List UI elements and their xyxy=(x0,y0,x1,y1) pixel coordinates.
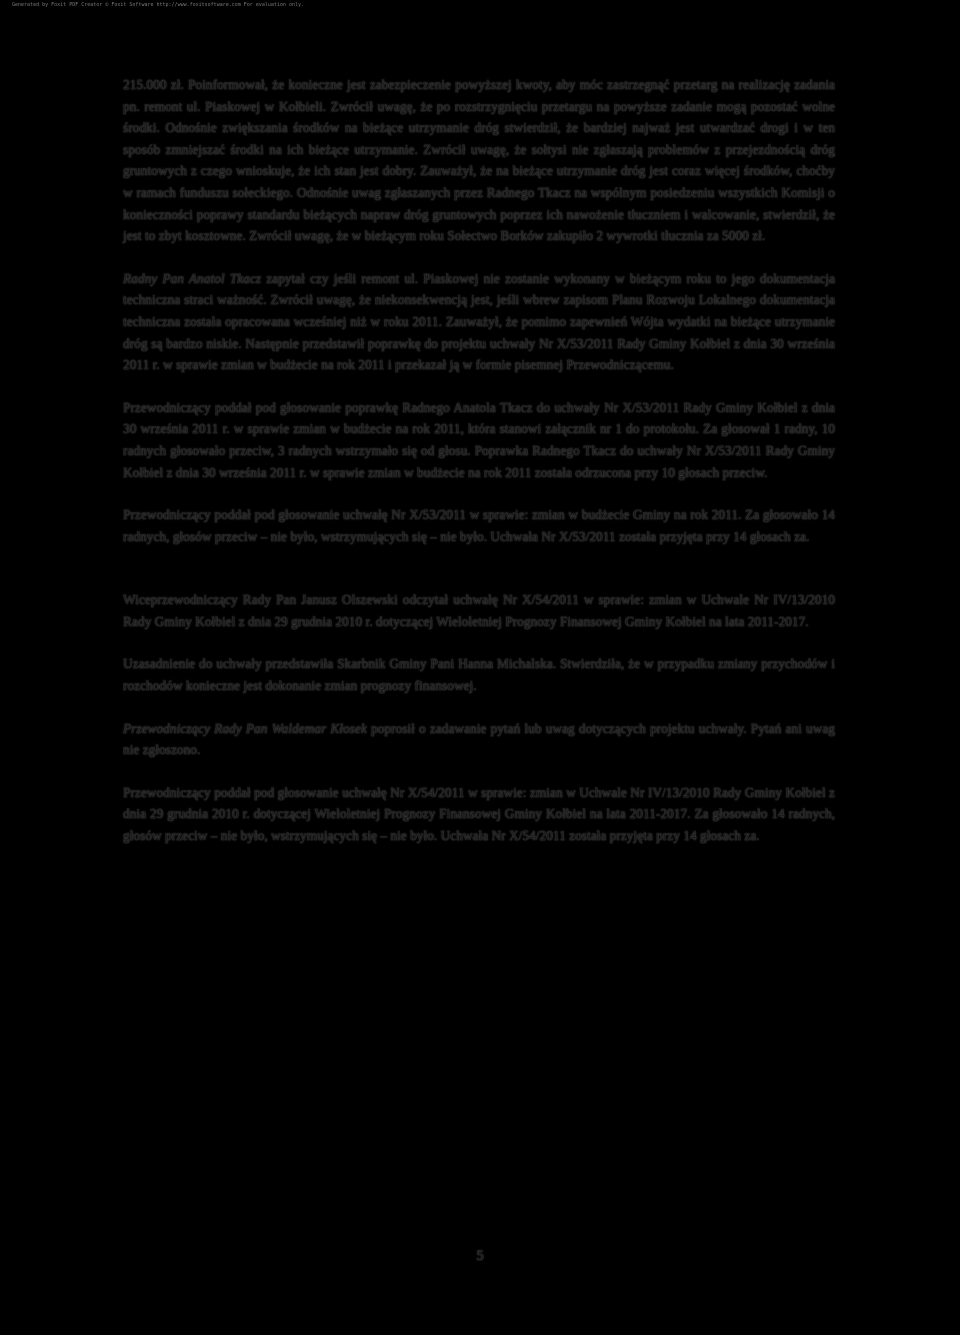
paragraph-justification: Uzasadnienie do uchwały przedstawiła Skarbnik Gminy Pani Hanna Michalska. Stwierdziła, że w przypadku zmiany przychodów i rozchodów konieczne jest dokonanie zmian prognozy finansowej. xyxy=(123,656,835,694)
speaker-name: Przewodniczący Rady Pan Waldemar Kłosek xyxy=(123,720,367,736)
paragraph-wpf-resolution-vote: Przewodniczący poddał pod głosowanie uchwałę Nr X/54/2011 w sprawie: zmian w Uchwale Nr IV/13/2010 Rady Gminy Kołbiel z dnia 29 grudnia 2010 r. dotyczącej Wieloletniej Prognozy Finansowej Gminy Kołbiel na lata 2011-2017. Za głosowało 14 radnych, głosów przeciw – nie było, wstrzymujących się – nie było. Uchwała Nr X/54/2011 została przyjęta przy 14 głosach za. xyxy=(123,784,835,844)
paragraph-amendment-vote: Przewodniczący poddał pod głosowanie poprawkę Radnego Anatola Tkacz do uchwały Nr X/53/2011 Rady Gminy Kołbiel z dnia 30 września 2011 r. w sprawie zmian w budżecie na rok 2011, która stanowi załącznik nr 1 do protokołu. Za głosował 1 radny, 10 radnych głosowało przeciw, 3 radnych wstrzymało się od głosu. Poprawka Radnego Tkacz do uchwały Nr X/53/2011 Rady Gminy Kołbiel z dnia 30 września 2011 r. w sprawie zmian w budżecie na rok 2011 została odrzucona przy 10 głosach przeciw. xyxy=(123,399,835,480)
speaker-name: Radny Pan Anatol Tkacz xyxy=(123,270,262,286)
paragraph-budget-resolution-vote: Przewodniczący poddał pod głosowanie uchwałę Nr X/53/2011 w sprawie: zmian w budżecie Gminy na rok 2011. Za głosowało 14 radnych, głosów przeciw – nie było, wstrzymujących się – nie było. Uchwała Nr X/53/2011 została przyjęta przy 14 głosach za. xyxy=(123,507,835,544)
pdf-creator-header: Generated by Foxit PDF Creator © Foxit Software http://www.foxitsoftware.com For evaluation only. xyxy=(12,2,304,8)
paragraph-questions-call: Przewodniczący Rady Pan Waldemar Kłosek poprosił o zadawanie pytań lub uwag dotyczących projektu uchwały. Pytań ani uwag nie zgłoszono. xyxy=(123,720,835,758)
paragraph-tkacz-question: Radny Pan Anatol Tkacz zapytał czy jeśli remont ul. Piaskowej nie zostanie wykonany w bieżącym roku to jego dokumentacja techniczna straci ważność. Zwrócił uwagę, że niekonsekwencją jest, jeśli wbrew zapisom Planu Rozwoju Lokalnego dokumentacja techniczna została opracowana wcześniej niż w roku 2011. Zauważył, że pomimo zapewnień Wójta wydatki na bieżące utrzymanie dróg są bardzo niskie. Następnie przedstawił poprawkę do projektu uchwały Nr X/53/2011 Rady Gminy Kołbiel z dnia 30 września 2011 r. w sprawie zmian w budżecie na rok 2011 i przekazał ją w formie pisemnej Przewodniczącemu. xyxy=(123,270,836,373)
document-body xyxy=(123,74,835,847)
paragraph-wpf-reading: Wiceprzewodniczący Rady Pan Janusz Olszewski odczytał uchwałę Nr X/54/2011 w sprawie: zmian w Uchwale Nr IV/13/2010 Rady Gminy Kołbiel z dnia 29 grudnia 2010 r. dotyczącej Wieloletniej Prognozy Finansowej Gminy Kołbiel na lata 2011-2017. xyxy=(123,592,835,629)
paragraph-road-funds: 215.000 zł. Poinformował, że konieczne jest zabezpieczenie powyższej kwoty, aby móc zastrzegnąć przetarg na realizację zadania pn. remont ul. Piaskowej w Kołbieli. Zwrócił uwagę, że po rozstrzygnięciu przetargu na powyższe zadanie mogą pozostać wolne środki. Odnośnie zwiększania środków na bieżące utrzymanie dróg stwierdził, że bardziej najważ jest utwardzać drogi i w ten sposób zmniejszać środki na ich bieżące utrzymanie. Zwrócił uwagę, że sołtysi nie zgłaszają problemów z przejezdnością dróg gruntowych z czego wnioskuje, że ich stan jest dobry. Zauważył, że na bieżące utrzymanie dróg jest coraz więcej środków, choćby w ramach funduszu sołeckiego. Odnośnie uwag zgłaszanych przez Radnego Tkacz na wspólnym posiedzeniu wszystkich Komisji o konieczności poprawy standardu bieżących napraw dróg gruntowych poprzez ich nawożenie tłuczniem i walcowanie, stwierdził, że jest to zbyt kosztowne. Zwrócił uwagę, że w bieżącym roku Sołectwo Borków zakupiło 2 wywrotki tłucznia za 5000 zł. xyxy=(123,77,835,244)
page-number: 5 xyxy=(476,1248,484,1264)
